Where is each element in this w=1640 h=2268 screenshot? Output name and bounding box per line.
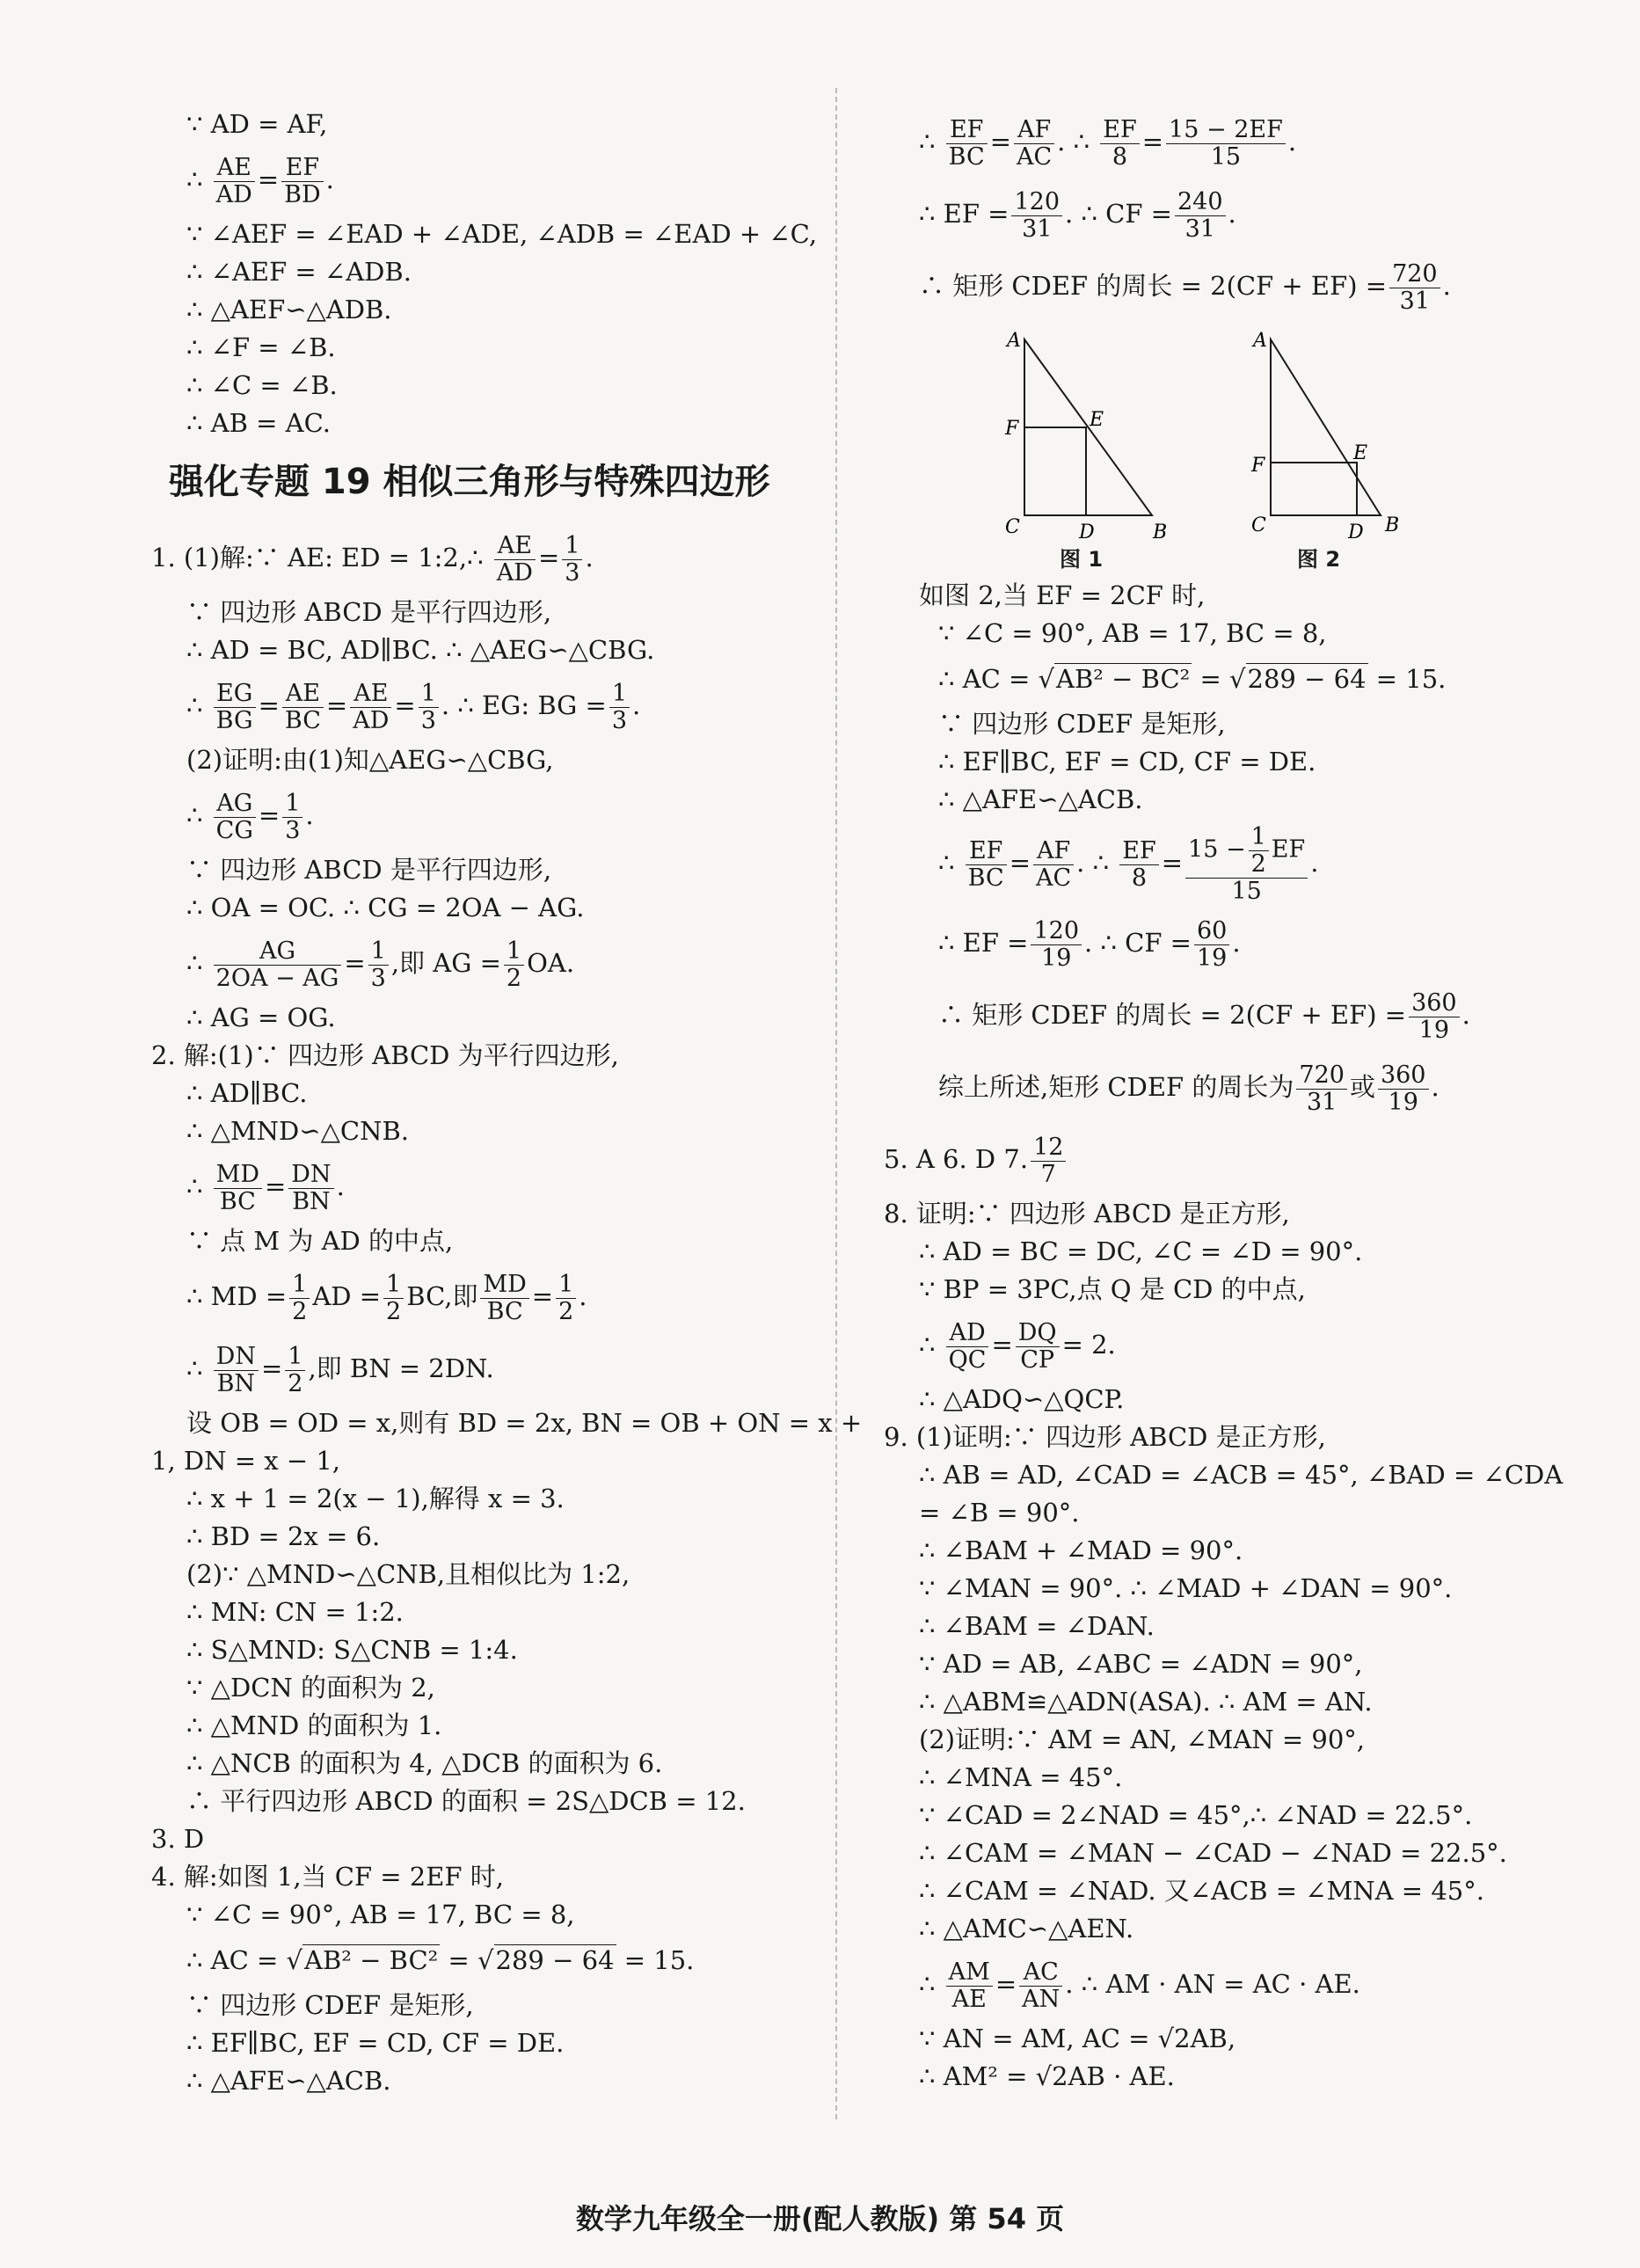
fraction: $\frac{DN}{BN}$ bbox=[214, 1344, 259, 1397]
svg-text:C: C bbox=[1251, 514, 1266, 536]
fraction: $\frac{MD}{BC}$ bbox=[480, 1272, 528, 1324]
line: = ∠B = 90°. bbox=[919, 1498, 1080, 1528]
line: 9. (1)证明:∵ 四边形 ABCD 是正方形, bbox=[884, 1422, 1326, 1452]
line: ∴ $\frac{EF}{BC}$ = $\frac{AF}{AC}$ . ∴ $\frac{EF}{8}$ = $\frac{15 - 2EF}{15}$ . bbox=[919, 115, 1297, 171]
line: ∴ 矩形 CDEF 的周长 = 2(CF + EF) = $\frac{720}{31}$ . bbox=[919, 259, 1451, 315]
line: ∵ 四边形 ABCD 是平行四边形, bbox=[186, 855, 552, 885]
fraction: $\frac{15 - 2EF}{15}$ bbox=[1166, 117, 1286, 170]
line: ∴ OA = OC. ∴ CG = 2OA − AG. bbox=[186, 893, 585, 923]
line: ∴ △AEF∽△ADB. bbox=[186, 295, 392, 325]
fraction: $\frac{EF}{8}$ bbox=[1100, 117, 1139, 170]
line: ∴ ∠F = ∠B. bbox=[186, 332, 336, 362]
svg-text:C: C bbox=[1005, 516, 1020, 538]
fraction: $\frac{1}{2}$ bbox=[556, 1272, 576, 1324]
svg-text:A: A bbox=[1253, 331, 1267, 352]
line: 如图 2,当 EF = 2CF 时, bbox=[919, 580, 1206, 610]
line: ∵ AN = AM, AC = √2AB, bbox=[919, 2024, 1236, 2053]
line: ∴ $\frac{EF}{BC}$ = $\frac{AF}{AC}$ . ∴ $\frac{EF}{8}$ = 15 − $\frac{1}{2}$ EF 15 . bbox=[938, 823, 1319, 905]
line: ∵ BP = 3PC,点 Q 是 CD 的中点, bbox=[919, 1274, 1306, 1304]
left-column bbox=[151, 106, 863, 2100]
fraction: $\frac{1}{2}$ bbox=[289, 1272, 310, 1324]
line: ∴ AB = AC. bbox=[186, 408, 331, 438]
line: ∴ AC = √AB² − BC² = √289 − 64 = 15. bbox=[938, 664, 1447, 694]
line: ∴ $\frac{AD}{QC}$ = $\frac{DQ}{CP}$ = 2. bbox=[919, 1318, 1116, 1374]
line: ∴ x + 1 = 2(x − 1),解得 x = 3. bbox=[186, 1484, 565, 1513]
line: ∴ EF∥BC, EF = CD, CF = DE. bbox=[186, 2028, 565, 2058]
line: ∴ △AFE∽△ACB. bbox=[186, 2066, 391, 2096]
fraction: $\frac{1}{3}$ bbox=[282, 791, 302, 843]
svg-text:F: F bbox=[1251, 455, 1265, 477]
line: 综上所述,矩形 CDEF 的周长为 $\frac{720}{31}$ 或 $\frac{360}{19}$ . bbox=[938, 1061, 1440, 1116]
fraction: $\frac{360}{19}$ bbox=[1378, 1062, 1429, 1115]
line: ∴ 矩形 CDEF 的周长 = 2(CF + EF) = $\frac{360}{19}$ . bbox=[938, 988, 1470, 1044]
fraction: $\frac{120}{31}$ bbox=[1011, 189, 1062, 242]
line: ∴ BD = 2x = 6. bbox=[186, 1521, 381, 1551]
fraction: $\frac{AE}{AD}$ bbox=[494, 533, 536, 586]
figure-2-caption: 图 2 bbox=[1297, 547, 1341, 572]
line: ∴ $\frac{AE}{AD}$ = $\frac{EF}{BD}$ . bbox=[186, 153, 334, 208]
fraction: $\frac{DN}{BN}$ bbox=[288, 1162, 333, 1214]
section-title: 强化专题 19 相似三角形与特殊四边形 bbox=[169, 462, 770, 502]
fraction: $\frac{EF}{8}$ bbox=[1119, 838, 1158, 891]
fraction: $\frac{AG}{CG}$ bbox=[214, 791, 256, 843]
fraction: $\frac{DQ}{CP}$ bbox=[1016, 1320, 1060, 1373]
line: ∴ △MND 的面积为 1. bbox=[186, 1710, 442, 1740]
line: ∴ MN: CN = 1:2. bbox=[186, 1597, 404, 1627]
line: ∵ AD = AF, bbox=[186, 109, 328, 139]
line: 1, DN = x − 1, bbox=[151, 1446, 341, 1476]
page-footer: 数学九年级全一册(配人教版) 第 54 页 bbox=[575, 2202, 1065, 2235]
line: ∴ AD∥BC. bbox=[186, 1078, 308, 1108]
line: ∴ ∠AEF = ∠ADB. bbox=[186, 257, 412, 287]
svg-text:D: D bbox=[1348, 521, 1364, 542]
fraction: $\frac{1}{3}$ bbox=[368, 938, 389, 991]
fraction: $\frac{EF}{BD}$ bbox=[281, 155, 324, 208]
svg-text:B: B bbox=[1153, 521, 1168, 542]
line: ∴ △AFE∽△ACB. bbox=[938, 784, 1143, 814]
line: (2)∵ △MND∽△CNB,且相似比为 1:2, bbox=[186, 1559, 630, 1589]
fraction: $\frac{1}{3}$ bbox=[609, 681, 630, 733]
fraction: $\frac{1}{3}$ bbox=[562, 533, 582, 586]
fraction: $\frac{AF}{AC}$ bbox=[1014, 117, 1054, 170]
figure-1-caption: 图 1 bbox=[1060, 547, 1104, 572]
line: (2)证明:∵ AM = AN, ∠MAN = 90°, bbox=[919, 1725, 1366, 1754]
fraction: $\frac{AG}{2OA - AG}$ bbox=[214, 938, 342, 991]
line: ∴ $\frac{DN}{BN}$ = $\frac{1}{2}$ ,即 BN = 2DN. bbox=[186, 1342, 494, 1397]
fraction: $\frac{EF}{BC}$ bbox=[946, 117, 988, 170]
fraction: $\frac{AF}{AC}$ bbox=[1033, 838, 1074, 891]
line: 4. 解:如图 1,当 CF = 2EF 时, bbox=[151, 1862, 504, 1892]
line: ∴ $\frac{MD}{BC}$ = $\frac{DN}{BN}$ . bbox=[186, 1160, 345, 1215]
fraction: $\frac{1}{3}$ bbox=[419, 681, 439, 733]
fraction: $\frac{AC}{AN}$ bbox=[1019, 1959, 1062, 2012]
fraction: 15 − $\frac{1}{2}$ EF 15 bbox=[1185, 824, 1308, 904]
line: ∴ AG = OG. bbox=[186, 1003, 336, 1032]
line: ∴ △ADQ∽△QCP. bbox=[919, 1384, 1125, 1414]
fraction: $\frac{EG}{BG}$ bbox=[214, 681, 256, 733]
line: ∵ △DCN 的面积为 2, bbox=[186, 1673, 435, 1703]
line: ∵ ∠CAD = 2∠NAD = 45°,∴ ∠NAD = 22.5°. bbox=[919, 1800, 1473, 1830]
fraction: $\frac{AM}{AE}$ bbox=[946, 1959, 993, 2012]
svg-text:B: B bbox=[1385, 514, 1400, 536]
line: 2. 解:(1)∵ 四边形 ABCD 为平行四边形, bbox=[151, 1040, 619, 1070]
fraction: $\frac{120}{19}$ bbox=[1031, 918, 1082, 971]
line: ∴ AC = √AB² − BC² = √289 − 64 = 15. bbox=[186, 1945, 695, 1975]
line: ∴ MD = $\frac{1}{2}$ AD = $\frac{1}{2}$ BC,即 $\frac{MD}{BC}$ = $\frac{1}{2}$ . bbox=[186, 1270, 587, 1325]
svg-text:D: D bbox=[1079, 521, 1095, 542]
line: ∵ ∠AEF = ∠EAD + ∠ADE, ∠ADB = ∠EAD + ∠C, bbox=[186, 219, 818, 249]
fraction: $\frac{240}{31}$ bbox=[1175, 189, 1226, 242]
line: ∴ ∠BAM + ∠MAD = 90°. bbox=[919, 1535, 1243, 1565]
fraction: $\frac{60}{19}$ bbox=[1194, 918, 1229, 971]
svg-text:E: E bbox=[1353, 442, 1368, 464]
line: ∴ ∠C = ∠B. bbox=[186, 370, 338, 400]
line: ∵ 点 M 为 AD 的中点, bbox=[186, 1226, 454, 1256]
line: ∴ EF = $\frac{120}{19}$ . ∴ CF = $\frac{60}{19}$ . bbox=[938, 916, 1241, 972]
line: ∵ AD = AB, ∠ABC = ∠ADN = 90°, bbox=[919, 1649, 1363, 1679]
line: 5. A 6. D 7. $\frac{12}{7}$ bbox=[884, 1123, 1578, 1195]
figures-area bbox=[884, 322, 1578, 577]
fraction: $\frac{AD}{QC}$ bbox=[946, 1320, 989, 1373]
line: ∴ $\frac{AM}{AE}$ = $\frac{AC}{AN}$ . ∴ AM · AN = AC · AE. bbox=[919, 1958, 1360, 2013]
line: ∵ 四边形 CDEF 是矩形, bbox=[938, 709, 1226, 739]
svg-text:A: A bbox=[1007, 331, 1021, 352]
line: 3. D bbox=[151, 1824, 205, 1854]
line: ∴ 平行四边形 ABCD 的面积 = 2S△DCB = 12. bbox=[186, 1786, 746, 1816]
fraction: $\frac{1}{2}$ bbox=[285, 1344, 305, 1397]
line: ∴ △ABM≌△ADN(ASA). ∴ AM = AN. bbox=[919, 1687, 1373, 1717]
svg-text:E: E bbox=[1090, 409, 1104, 431]
figure-2 bbox=[1244, 331, 1411, 542]
fraction: $\frac{1}{2}$ bbox=[504, 938, 524, 991]
line: ∴ ∠CAM = ∠NAD. 又∠ACB = ∠MNA = 45°. bbox=[919, 1876, 1484, 1906]
line: 设 OB = OD = x,则有 BD = 2x, BN = OB + ON = x + bbox=[186, 1408, 863, 1438]
line: 1. (1)解:∵ AE: ED = 1:2,∴ $\frac{AE}{AD}$ = $\frac{1}{3}$ . bbox=[151, 531, 594, 587]
fraction: $\frac{720}{31}$ bbox=[1389, 261, 1440, 314]
line: ∴ $\frac{AG}{CG}$ = $\frac{1}{3}$ . bbox=[186, 789, 314, 844]
line: ∴ ∠MNA = 45°. bbox=[919, 1762, 1123, 1792]
line: ∴ AB = AD, ∠CAD = ∠ACB = 45°, ∠BAD = ∠CDA bbox=[919, 1460, 1563, 1490]
line: ∴ EF∥BC, EF = CD, CF = DE. bbox=[938, 747, 1316, 777]
right-column bbox=[884, 106, 1578, 2096]
line: ∵ ∠MAN = 90°. ∴ ∠MAD + ∠DAN = 90°. bbox=[919, 1573, 1453, 1603]
fraction: $\frac{1}{2}$ bbox=[383, 1272, 404, 1324]
fraction: $\frac{1}{2}$ bbox=[1249, 824, 1269, 877]
fraction: $\frac{AE}{AD}$ bbox=[350, 681, 391, 733]
line: ∴ EF = $\frac{120}{31}$ . ∴ CF = $\frac{240}{31}$ . bbox=[919, 187, 1236, 243]
fraction: $\frac{MD}{BC}$ bbox=[214, 1162, 262, 1214]
figure-1 bbox=[998, 331, 1174, 542]
line: ∵ ∠C = 90°, AB = 17, BC = 8, bbox=[938, 618, 1327, 648]
fraction: $\frac{AE}{AD}$ bbox=[214, 155, 255, 208]
fraction: $\frac{360}{19}$ bbox=[1409, 990, 1460, 1043]
line: ∵ 四边形 ABCD 是平行四边形, bbox=[186, 597, 552, 627]
line: ∵ 四边形 CDEF 是矩形, bbox=[186, 1990, 474, 2020]
line: ∴ ∠BAM = ∠DAN. bbox=[919, 1611, 1155, 1641]
line: ∴ AM² = √2AB · AE. bbox=[919, 2061, 1175, 2091]
fraction: $\frac{EF}{BC}$ bbox=[966, 838, 1007, 891]
fraction: $\frac{AE}{BC}$ bbox=[282, 681, 324, 733]
line: ∴ △AMC∽△AEN. bbox=[919, 1914, 1134, 1943]
fraction: $\frac{720}{31}$ bbox=[1296, 1062, 1347, 1115]
line: ∴ AD = BC, AD∥BC. ∴ △AEG∽△CBG. bbox=[186, 635, 655, 665]
line: (2)证明:由(1)知△AEG∽△CBG, bbox=[186, 745, 554, 775]
line: ∴ $\frac{AG}{2OA - AG}$ = $\frac{1}{3}$ ,即 AG = $\frac{1}{2}$ OA. bbox=[186, 937, 575, 992]
line: ∴ △NCB 的面积为 4, △DCB 的面积为 6. bbox=[186, 1748, 663, 1778]
svg-text:F: F bbox=[1005, 418, 1019, 440]
line: ∴ △MND∽△CNB. bbox=[186, 1116, 409, 1146]
line: ∴ AD = BC = DC, ∠C = ∠D = 90°. bbox=[919, 1236, 1363, 1266]
line: ∴ ∠CAM = ∠MAN − ∠CAD − ∠NAD = 22.5°. bbox=[919, 1838, 1507, 1868]
line: ∴ $\frac{EG}{BG}$ = $\frac{AE}{BC}$ = $\frac{AE}{AD}$ = $\frac{1}{3}$ . ∴ EG: BG = $\frac{1}{3}$ . bbox=[186, 679, 641, 734]
line: ∵ ∠C = 90°, AB = 17, BC = 8, bbox=[186, 1900, 575, 1929]
line: 8. 证明:∵ 四边形 ABCD 是正方形, bbox=[884, 1199, 1290, 1229]
line: ∴ S△MND: S△CNB = 1:4. bbox=[186, 1635, 518, 1665]
fraction: $\frac{12}{7}$ bbox=[1031, 1134, 1066, 1187]
